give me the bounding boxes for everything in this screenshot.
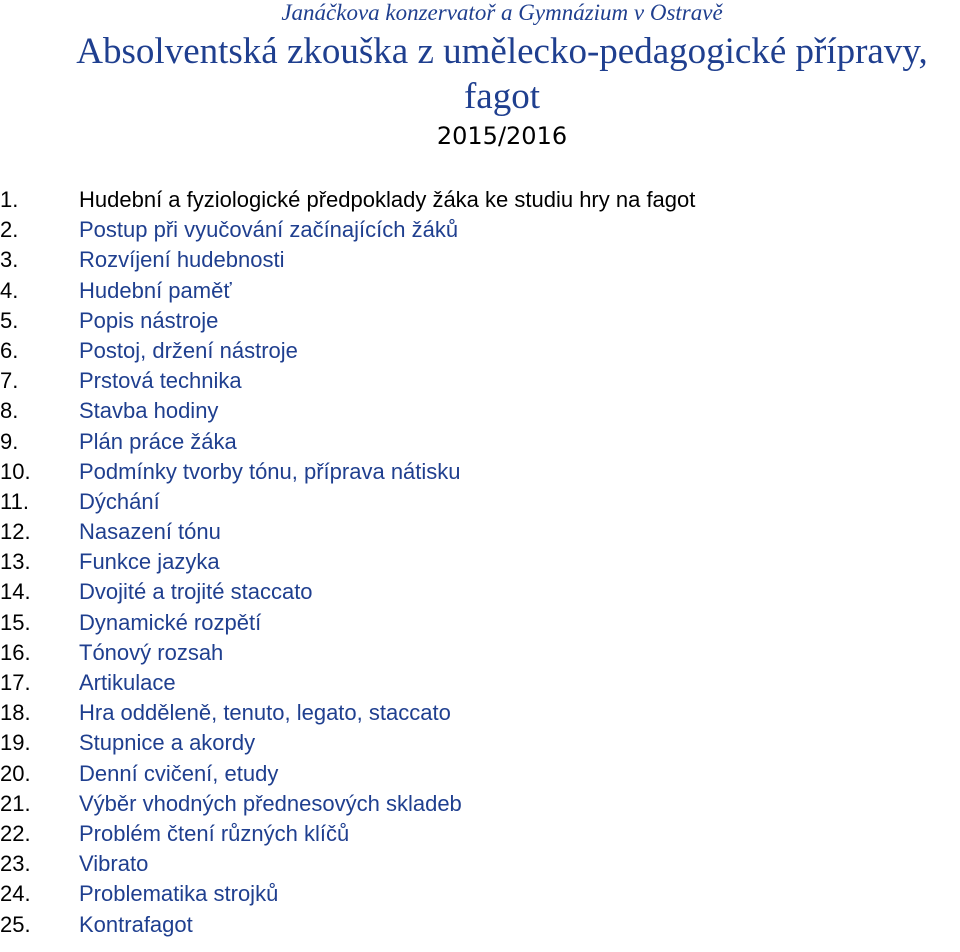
page-title <box>0 29 960 119</box>
topic-text: Stupnice a akordy <box>79 730 256 756</box>
topic-text: Hudební paměť <box>79 277 232 303</box>
topic-number: 2. <box>0 217 19 243</box>
topic-number: 21. <box>0 790 31 816</box>
topic-number: 4. <box>0 277 19 303</box>
topic-number: 8. <box>0 398 19 424</box>
topic-number: 15. <box>0 609 31 635</box>
topic-text: Dynamické rozpětí <box>79 609 262 635</box>
topic-text: Problém čtení různých klíčů <box>79 820 350 846</box>
topic-number: 14. <box>0 579 31 605</box>
topic-text: Denní cvičení, etudy <box>79 760 279 786</box>
topic-text: Postup při vyučování začínajících žáků <box>79 217 459 243</box>
topic-number: 13. <box>0 549 31 575</box>
topic-text: Plán práce žáka <box>79 428 237 454</box>
topic-number: 5. <box>0 307 19 333</box>
topic-text: Problematika strojků <box>79 881 279 907</box>
topic-number: 11. <box>0 488 29 514</box>
topic-text: Rozvíjení hudebnosti <box>79 247 285 273</box>
topic-number: 9. <box>0 428 19 454</box>
topic-text: Tónový rozsah <box>79 639 224 665</box>
topic-number: 19. <box>0 730 31 756</box>
topic-text: Popis nástroje <box>79 307 219 333</box>
topic-text: Vibrato <box>79 851 149 877</box>
title-line-1: Absolventská zkouška z umělecko-pedagogické přípravy, <box>76 31 928 72</box>
topic-text: Hra odděleně, tenuto, legato, staccato <box>79 700 451 726</box>
topic-text: Hudební a fyziologické předpoklady žáka ke studiu hry na fagot <box>79 187 696 212</box>
topic-number: 20. <box>0 760 31 786</box>
title-line-2: fagot <box>463 76 541 117</box>
topic-text: Výběr vhodných přednesových skladeb <box>79 790 462 816</box>
topic-number: 17. <box>0 670 31 695</box>
topic-text: Postoj, držení nástroje <box>79 337 298 363</box>
school-year: 2015/2016 <box>436 122 568 150</box>
topic-number: 22. <box>0 820 31 846</box>
topic-text: Dvojité a trojité staccato <box>79 579 313 605</box>
school-name: Janáčkova konzervatoř a Gymnázium v Ostravě <box>281 0 723 25</box>
topic-number: 10. <box>0 458 31 484</box>
topic-number: 16. <box>0 639 31 665</box>
topic-text: Kontrafagot <box>79 911 193 937</box>
topic-number: 6. <box>0 337 19 363</box>
topic-number: 12. <box>0 519 31 545</box>
topic-number: 1. <box>0 187 19 212</box>
topic-text: Prstová technika <box>79 368 242 394</box>
topic-text: Nasazení tónu <box>79 519 221 545</box>
topic-number: 25. <box>0 911 31 937</box>
topic-number: 23. <box>0 851 31 877</box>
topic-text: Artikulace <box>79 670 176 695</box>
topic-text: Funkce jazyka <box>79 549 220 575</box>
topic-text: Dýchání <box>79 488 160 514</box>
topic-number: 18. <box>0 700 31 726</box>
topic-number: 7. <box>0 368 19 394</box>
topic-text: Stavba hodiny <box>79 398 219 424</box>
topic-number: 3. <box>0 247 19 273</box>
topic-text: Podmínky tvorby tónu, příprava nátisku <box>79 458 461 484</box>
topic-number: 24. <box>0 881 31 907</box>
